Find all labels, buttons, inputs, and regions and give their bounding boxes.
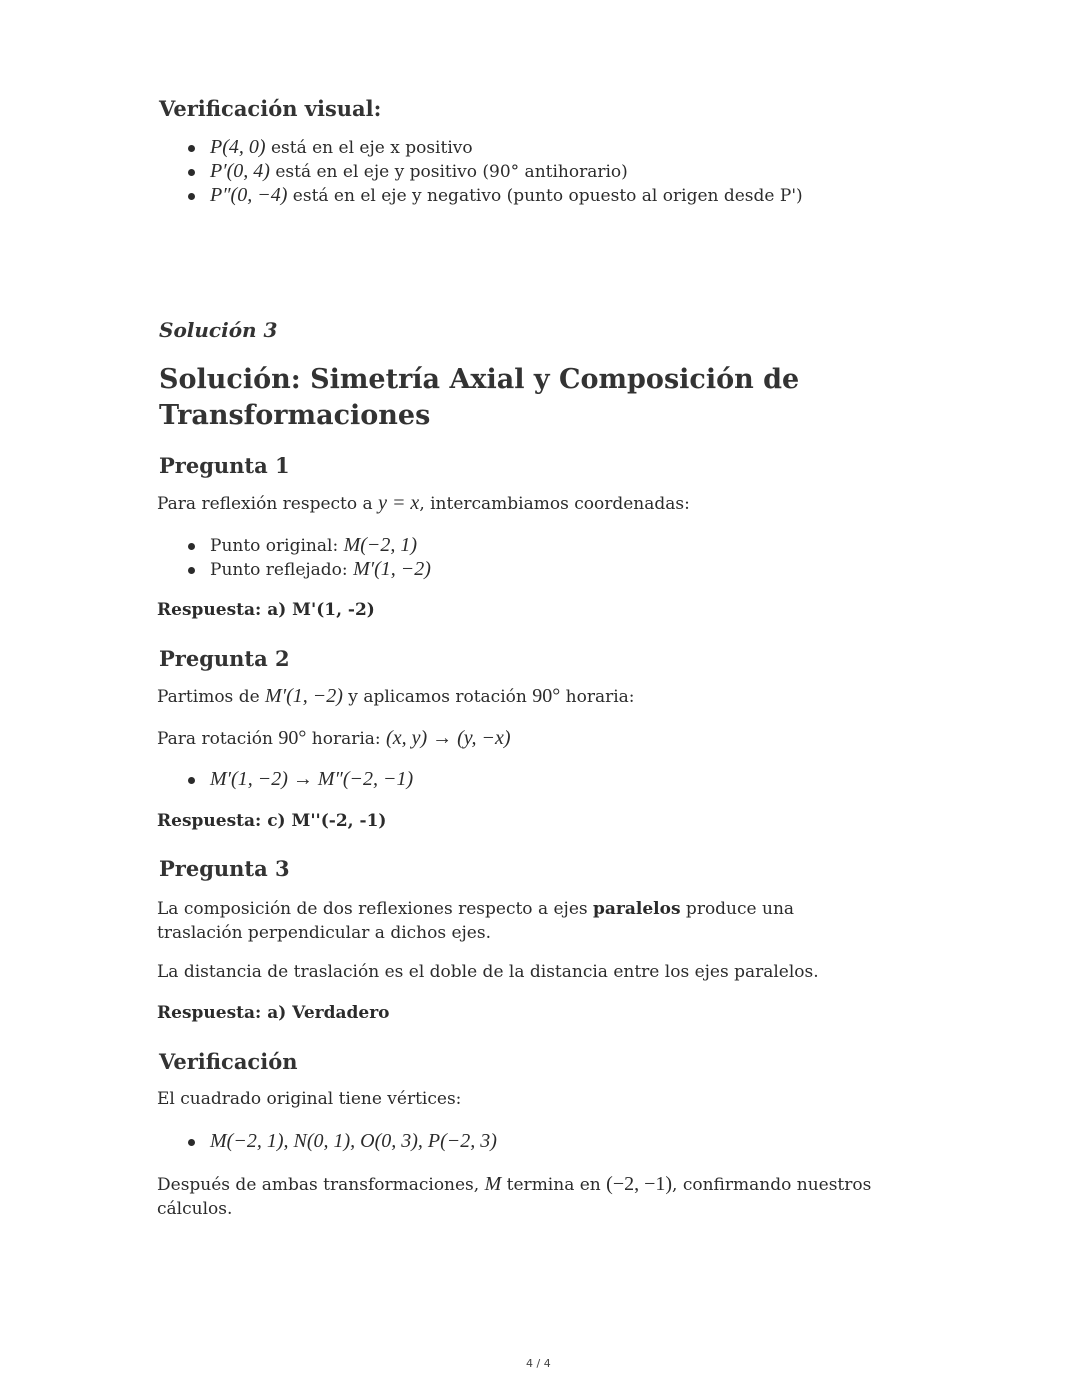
question-2-answer: Respuesta: c) M''(-2, -1)	[157, 811, 387, 831]
math-expression: M′(1, −2)	[353, 558, 431, 580]
question-3-paragraph-1	[157, 897, 877, 945]
math-expression: 90°	[532, 685, 561, 707]
text-fragment: horaria:	[306, 729, 387, 749]
solution-label: Solución 3	[159, 318, 278, 342]
math-expression: M′(1, −2)	[265, 685, 343, 707]
question-3-heading: Pregunta 3	[159, 856, 290, 881]
list-item	[210, 136, 473, 159]
bullet-icon	[188, 567, 195, 574]
list-item	[210, 558, 431, 581]
math-expression: M	[484, 1173, 502, 1195]
question-3-answer: Respuesta: a) Verdadero	[157, 1003, 390, 1023]
bullet-icon	[188, 145, 195, 152]
question-1-intro	[157, 492, 690, 515]
math-expression: M(−2, 1), N(0, 1), O(0, 3), P(−2, 3)	[210, 1130, 497, 1152]
bullet-icon	[188, 543, 195, 550]
math-expression: (x, y) → (y, −x)	[386, 727, 511, 749]
bullet-icon	[188, 1139, 195, 1146]
text-fragment: Después de ambas transformaciones,	[157, 1175, 485, 1195]
question-3-paragraph-2: La distancia de traslación es el doble de la distancia entre los ejes paralelos.	[157, 962, 819, 982]
list-item-text: está en el eje y negativo (punto opuesto al origen desde P')	[287, 186, 803, 206]
text-fragment: , confirmando nuestros cálculos.	[157, 1175, 872, 1219]
text-fragment: produce una traslación perpendicular a dichos ejes.	[157, 899, 795, 943]
math-expression: P′(0, 4)	[210, 160, 270, 182]
list-item-text: Punto reflejado:	[210, 560, 354, 580]
text-fragment: y aplicamos rotación	[342, 687, 533, 707]
list-item	[210, 1130, 497, 1153]
list-item	[210, 184, 803, 207]
list-item	[210, 768, 413, 791]
question-2-line-2	[157, 727, 511, 750]
text-fragment: , intercambiamos coordenadas:	[419, 494, 690, 514]
list-item	[210, 160, 628, 183]
question-1-answer: Respuesta: a) M'(1, -2)	[157, 600, 375, 620]
page-number: 4 / 4	[526, 1357, 551, 1370]
verification-intro: El cuadrado original tiene vértices:	[157, 1089, 462, 1109]
math-expression: 90°	[278, 727, 307, 749]
verification-conclusion	[157, 1172, 887, 1221]
bullet-icon	[188, 193, 195, 200]
text-fragment: Para reflexión respecto a	[157, 494, 379, 514]
visual-check-heading: Verificación visual:	[159, 96, 382, 121]
list-item-text: Punto original:	[210, 536, 344, 556]
text-fragment: Para rotación	[157, 729, 279, 749]
math-expression: M(−2, 1)	[343, 534, 418, 556]
text-fragment: La composición de dos reflexiones respecto a ejes	[157, 899, 594, 919]
list-item-text: está en el eje y positivo (90° antihorario)	[269, 162, 628, 182]
question-1-heading: Pregunta 1	[159, 453, 290, 478]
bullet-icon	[188, 777, 195, 784]
math-expression: y = x	[378, 492, 420, 514]
math-expression: (−2, −1)	[606, 1173, 673, 1195]
math-expression: P(4, 0)	[210, 136, 266, 158]
math-expression: P″(0, −4)	[210, 184, 288, 206]
math-expression: M′(1, −2) → M″(−2, −1)	[210, 768, 414, 790]
list-item	[210, 534, 417, 557]
list-item-text: está en el eje x positivo	[265, 138, 473, 158]
verification-heading: Verificación	[159, 1049, 298, 1074]
page-title: Solución: Simetría Axial y Composición de Transformaciones	[159, 364, 800, 431]
text-fragment: Partimos de	[157, 687, 266, 707]
text-fragment: termina en	[501, 1175, 607, 1195]
text-fragment: horaria:	[560, 687, 635, 707]
bold-text: paralelos	[593, 899, 681, 919]
bullet-icon	[188, 169, 195, 176]
question-2-heading: Pregunta 2	[159, 646, 290, 671]
question-2-line-1	[157, 685, 635, 708]
